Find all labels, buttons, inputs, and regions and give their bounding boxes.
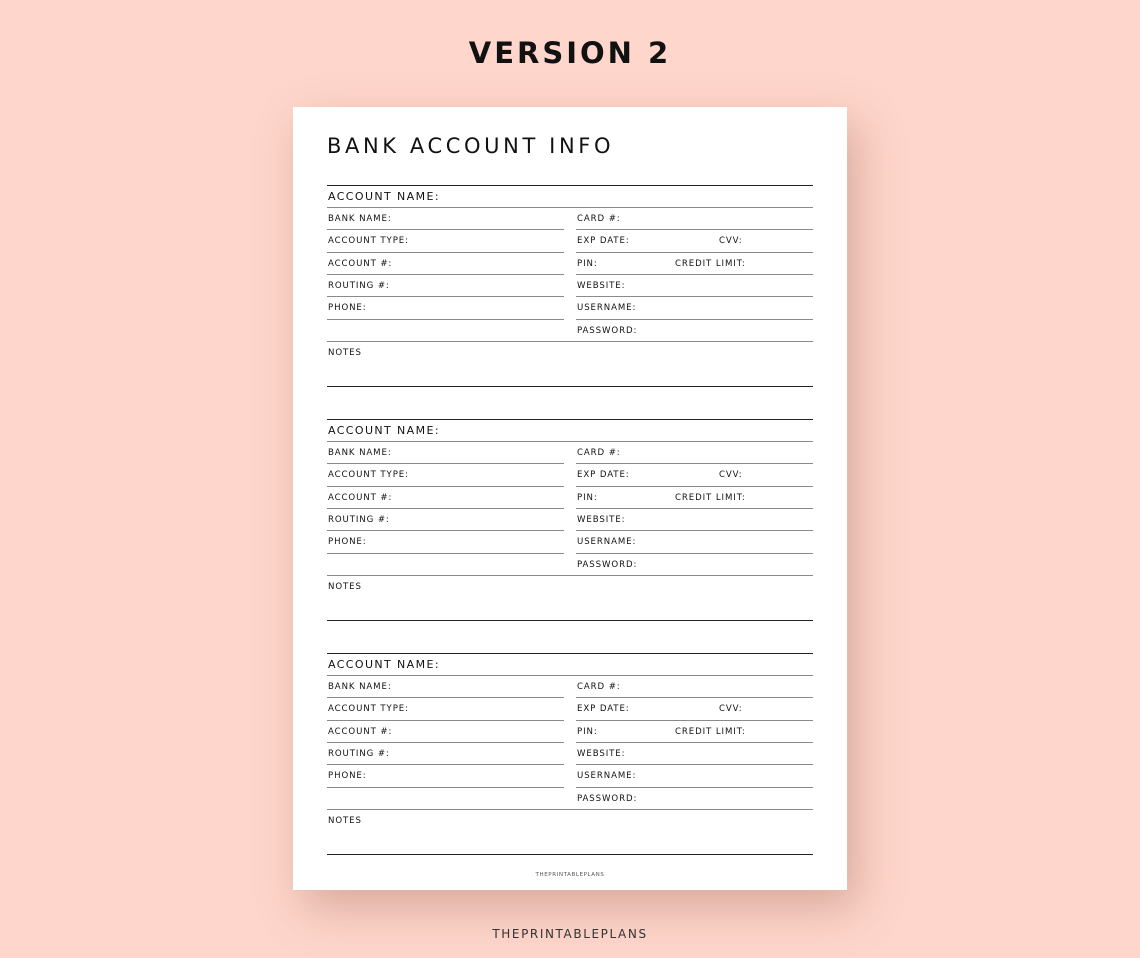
divider — [576, 764, 813, 765]
divider — [327, 185, 813, 186]
bank-name-label: BANK NAME: — [328, 682, 392, 692]
divider — [576, 274, 813, 275]
card-number-label: CARD #: — [577, 214, 621, 224]
website-label: WEBSITE: — [577, 515, 626, 525]
divider — [327, 854, 813, 855]
username-label: USERNAME: — [577, 537, 637, 547]
account-block — [327, 185, 813, 387]
divider — [327, 620, 813, 621]
routing-number-label: ROUTING #: — [328, 515, 390, 525]
divider — [576, 787, 813, 788]
pin-label: PIN: — [577, 259, 598, 269]
divider — [327, 742, 564, 743]
phone-label: PHONE: — [328, 537, 367, 547]
password-label: PASSWORD: — [577, 326, 638, 336]
divider — [576, 319, 813, 320]
notes-label: NOTES — [328, 348, 362, 358]
exp-date-label: EXP DATE: — [577, 704, 630, 714]
divider — [327, 575, 813, 576]
pin-label: PIN: — [577, 493, 598, 503]
divider — [327, 441, 813, 442]
account-block — [327, 653, 813, 855]
sheet-title: BANK ACCOUNT INFO — [327, 134, 615, 158]
phone-label: PHONE: — [328, 771, 367, 781]
divider — [327, 252, 564, 253]
notes-label: NOTES — [328, 816, 362, 826]
divider — [327, 386, 813, 387]
exp-date-label: EXP DATE: — [577, 470, 630, 480]
sheet-footer: THEPRINTABLEPLANS — [535, 872, 605, 878]
divider — [327, 508, 564, 509]
account-name-label: ACCOUNT NAME: — [328, 190, 440, 203]
divider — [576, 508, 813, 509]
divider — [327, 341, 813, 342]
routing-number-label: ROUTING #: — [328, 749, 390, 759]
card-number-label: CARD #: — [577, 448, 621, 458]
divider — [327, 296, 564, 297]
divider — [576, 742, 813, 743]
credit-limit-label: CREDIT LIMIT: — [675, 259, 746, 269]
bank-name-label: BANK NAME: — [328, 448, 392, 458]
account-number-label: ACCOUNT #: — [328, 727, 393, 737]
account-block — [327, 419, 813, 621]
divider — [327, 553, 564, 554]
divider — [327, 207, 813, 208]
account-number-label: ACCOUNT #: — [328, 259, 393, 269]
divider — [576, 296, 813, 297]
card-number-label: CARD #: — [577, 682, 621, 692]
divider — [327, 675, 813, 676]
divider — [576, 530, 813, 531]
version-title: VERSION 2 — [468, 36, 672, 70]
password-label: PASSWORD: — [577, 794, 638, 804]
website-label: WEBSITE: — [577, 749, 626, 759]
cvv-label: CVV: — [719, 704, 743, 714]
notes-label: NOTES — [328, 582, 362, 592]
divider — [576, 229, 813, 230]
phone-label: PHONE: — [328, 303, 367, 313]
divider — [576, 463, 813, 464]
username-label: USERNAME: — [577, 771, 637, 781]
username-label: USERNAME: — [577, 303, 637, 313]
routing-number-label: ROUTING #: — [328, 281, 390, 291]
divider — [327, 319, 564, 320]
account-type-label: ACCOUNT TYPE: — [328, 470, 409, 480]
pin-label: PIN: — [577, 727, 598, 737]
account-type-label: ACCOUNT TYPE: — [328, 236, 409, 246]
divider — [327, 419, 813, 420]
account-name-label: ACCOUNT NAME: — [328, 424, 440, 437]
divider — [327, 229, 564, 230]
account-name-label: ACCOUNT NAME: — [328, 658, 440, 671]
divider — [576, 720, 813, 721]
divider — [327, 787, 564, 788]
cvv-label: CVV: — [719, 470, 743, 480]
divider — [327, 463, 564, 464]
divider — [327, 530, 564, 531]
divider — [576, 553, 813, 554]
divider — [327, 274, 564, 275]
website-label: WEBSITE: — [577, 281, 626, 291]
divider — [327, 720, 564, 721]
cvv-label: CVV: — [719, 236, 743, 246]
divider — [327, 809, 813, 810]
divider — [327, 653, 813, 654]
password-label: PASSWORD: — [577, 560, 638, 570]
divider — [327, 486, 564, 487]
bank-name-label: BANK NAME: — [328, 214, 392, 224]
account-type-label: ACCOUNT TYPE: — [328, 704, 409, 714]
divider — [576, 252, 813, 253]
credit-limit-label: CREDIT LIMIT: — [675, 727, 746, 737]
credit-limit-label: CREDIT LIMIT: — [675, 493, 746, 503]
divider — [576, 697, 813, 698]
printable-sheet — [293, 107, 847, 890]
brand-footer: THEPRINTABLEPLANS — [492, 927, 648, 941]
exp-date-label: EXP DATE: — [577, 236, 630, 246]
divider — [327, 764, 564, 765]
divider — [576, 486, 813, 487]
account-number-label: ACCOUNT #: — [328, 493, 393, 503]
divider — [327, 697, 564, 698]
